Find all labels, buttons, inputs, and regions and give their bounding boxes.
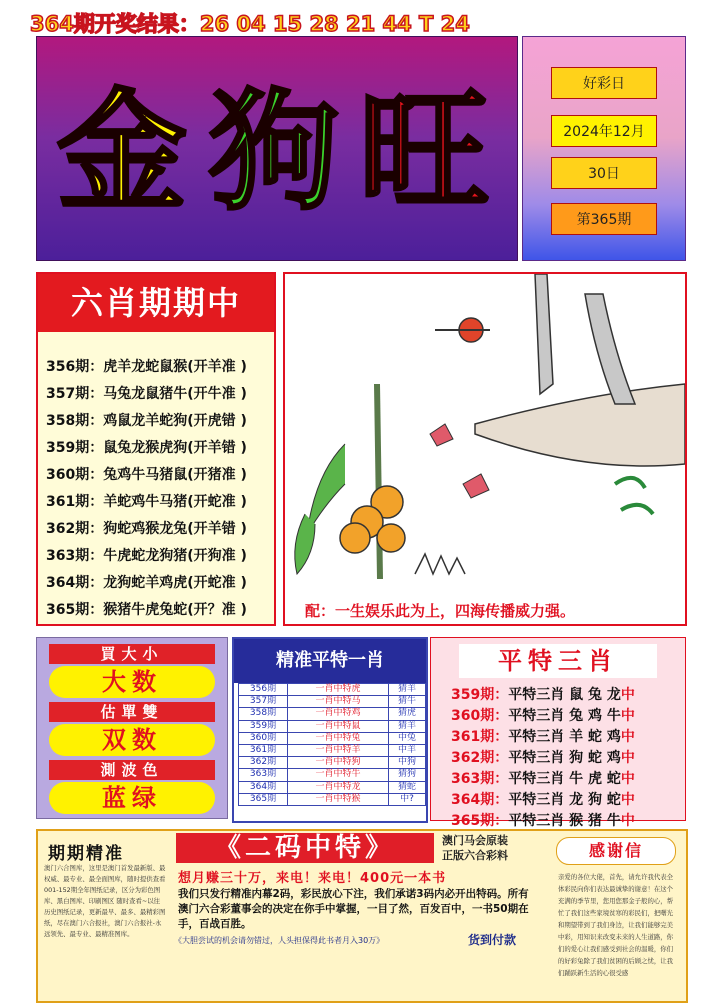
illustration-panel [283, 272, 687, 626]
big-small-odd-even-panel [36, 637, 228, 819]
flat-one-zodiac-table [238, 683, 426, 806]
flat-three-row [451, 768, 635, 788]
tag-year-month: 2024年12月 [551, 115, 657, 147]
result-cell: 中? [389, 793, 426, 805]
prediction-cell: 一肖中特牛 [288, 769, 389, 781]
title-char-gou: 狗 [209, 76, 340, 228]
cash-on-delivery-label: 货到付款 [468, 933, 517, 947]
issue-cell: 360期 [239, 732, 288, 744]
six-zodiac-row: 358期：鸡鼠龙羊蛇狗(开虎错 ) [46, 413, 247, 429]
table-row [239, 781, 426, 793]
flat-three-row [451, 726, 635, 746]
issue-cell: 361期 [239, 744, 288, 756]
six-zodiac-row: 357期：马兔龙鼠猪牛(开牛准 ) [46, 386, 247, 402]
prediction-cell: 一肖中特鼠 [288, 720, 389, 732]
hit-label: 中 [620, 813, 635, 829]
org-line-1: 澳门马会原装 [442, 834, 508, 847]
six-zodiac-heading: 六肖期期中 [38, 274, 274, 332]
two-code-ad [168, 831, 548, 999]
result-cell: 猜牛 [389, 696, 426, 708]
promo-body: 我们只发行精准内幕2码，彩民放心下注，我们承诺3码内必开出特码。所有澳门六合彩董事会的决定在你手中掌握，一目了然，百发百中，一书50期在手，百战百胜。 [178, 888, 529, 930]
flat-three-row [451, 789, 635, 809]
six-zodiac-row: 359期：鼠兔龙猴虎狗(开羊错 ) [46, 440, 247, 456]
prediction-cell: 一肖中特龙 [288, 781, 389, 793]
prediction-cell: 一肖中特羊 [288, 744, 389, 756]
prediction-text: 平特三肖 龙 狗 蛇 [508, 792, 621, 808]
prediction-text: 平特三肖 猴 猪 牛 [508, 813, 621, 829]
hit-label: 中 [620, 771, 635, 787]
issue-label: 364期： [451, 792, 509, 808]
hit-label: 中 [620, 792, 635, 808]
title-char-jin: 金 [57, 76, 188, 228]
landscape-illustration [285, 274, 685, 594]
thank-you-text: 亲爱的各位大佬，首先，请允许我代表全体彩民向你们表达最诚挚的谢意！在这个充满的季节里，您用您那金子般的心，帮忙了我们这些家境贫寒的彩民们，把曙光和期望带到了我们身边，让我们能够完美中彩，用知识来改变未来的人生道路，你们的爱心让我们感受到社会的温暖，你们的好彩兔除了我们贫困的后顾之忧，让我们踊跃新生活的心很受感 [558, 873, 674, 977]
prediction-text: 平特三肖 羊 蛇 鸡 [508, 729, 621, 745]
issue-cell: 364期 [239, 781, 288, 793]
flat-three-row [451, 747, 635, 767]
thank-you-letter [550, 831, 682, 999]
size-heading: 買大小 [49, 644, 215, 664]
prediction-cell: 一肖中特狗 [288, 757, 389, 769]
prediction-cell: 一肖中特马 [288, 696, 389, 708]
issue-label: 363期： [451, 771, 509, 787]
prediction-text: 平特三肖 狗 蛇 鸡 [508, 750, 621, 766]
issue-cell: 356期 [239, 684, 288, 696]
table-row [239, 708, 426, 720]
table-row [239, 696, 426, 708]
six-zodiac-row: 364期：龙狗蛇羊鸡虎(开蛇准 ) [46, 575, 247, 591]
flat-one-zodiac-heading: 精准平特一肖 [234, 639, 426, 683]
result-banner: 364期开奖结果：26 04 15 28 21 44 T 24 [30, 12, 470, 36]
color-value: 蓝绿 [49, 782, 215, 814]
issue-cell: 362期 [239, 757, 288, 769]
result-cell: 猜蛇 [389, 781, 426, 793]
six-zodiac-row: 360期：兔鸡牛马猪鼠(开猪准 ) [46, 467, 247, 483]
tag-day: 30日 [551, 157, 657, 189]
issue-label: 361期： [451, 729, 509, 745]
result-cell: 猜狗 [389, 769, 426, 781]
promo-line: 想月赚三十万，来电！来电！400元一本书 [178, 871, 447, 886]
issue-label: 360期： [451, 708, 509, 724]
flat-special-one-zodiac-panel [232, 637, 428, 823]
result-cell: 猜羊 [389, 684, 426, 696]
six-zodiac-row: 362期：狗蛇鸡猴龙兔(开羊错 ) [46, 521, 247, 537]
issue-cell: 358期 [239, 708, 288, 720]
table-row [239, 744, 426, 756]
six-zodiac-row: 361期：羊蛇鸡牛马猪(开蛇准 ) [46, 494, 247, 510]
bottom-ad-panel [36, 829, 688, 1003]
six-zodiac-row: 356期：虎羊龙蛇鼠猴(开羊准 ) [46, 359, 247, 375]
two-code-title: 《二码中特》 [176, 833, 434, 863]
prediction-text: 平特三肖 鼠 兔 龙 [508, 687, 621, 703]
hit-label: 中 [620, 687, 635, 703]
result-cell: 猜羊 [389, 720, 426, 732]
table-row [239, 793, 426, 805]
result-cell: 猜虎 [389, 708, 426, 720]
illustration-caption: 配：一生娱乐此为上，四海传播威力强。 [305, 602, 576, 620]
precise-text: 澳门六合图库，这里是澳门首发最新版、最权威、最专业、最全面图库，随时提供查看001-152期全年图纸记录，区分为彩色图库、黑白图库、印刷图区 随时查看~以往历史图纸记录，更新最早、最多、最精彩图纸，尽在澳门六合报社，澳门六合报社-永远领先、最专业、最精准图库。 [44, 864, 166, 938]
size-value: 大数 [49, 666, 215, 698]
six-zodiac-row: 365期：猴猪牛虎兔蛇(开？准 ) [46, 602, 247, 618]
hit-label: 中 [620, 708, 635, 724]
table-row [239, 684, 426, 696]
issue-label: 362期： [451, 750, 509, 766]
table-row [239, 757, 426, 769]
title-panel [36, 36, 518, 261]
result-cell: 中羊 [389, 744, 426, 756]
parity-heading: 估單雙 [49, 702, 215, 722]
issue-cell: 365期 [239, 793, 288, 805]
prediction-cell: 一肖中特猴 [288, 793, 389, 805]
result-cell: 中兔 [389, 732, 426, 744]
flat-three-row [451, 684, 635, 704]
hit-label: 中 [620, 729, 635, 745]
issue-label: 359期： [451, 687, 509, 703]
thank-you-heading: 感谢信 [556, 837, 676, 865]
flat-three-row [451, 810, 635, 830]
prediction-text: 平特三肖 兔 鸡 牛 [508, 708, 621, 724]
prediction-text: 平特三肖 牛 虎 蛇 [508, 771, 621, 787]
issue-label: 365期： [451, 813, 509, 829]
table-row [239, 769, 426, 781]
six-zodiac-panel [36, 272, 276, 626]
prediction-cell: 一肖中特兔 [288, 732, 389, 744]
flat-three-zodiac-heading: 平特三肖 [459, 644, 657, 678]
flat-three-row [451, 705, 635, 725]
issue-info-panel [522, 36, 686, 261]
issue-cell: 359期 [239, 720, 288, 732]
prediction-cell: 一肖中特鸡 [288, 708, 389, 720]
precise-heading: 期期精准 [48, 844, 124, 864]
flat-three-zodiac-panel [430, 637, 686, 829]
parity-value: 双数 [49, 724, 215, 756]
promo-footnote: 《大胆尝试的机会请勿错过，人头担保得此书者月入30万》 [174, 936, 385, 945]
color-heading: 測波色 [49, 760, 215, 780]
six-zodiac-row: 363期：牛虎蛇龙狗猪(开狗准 ) [46, 548, 247, 564]
precise-column [40, 831, 166, 999]
tag-lucky-day: 好彩日 [551, 67, 657, 99]
result-cell: 中狗 [389, 757, 426, 769]
issue-cell: 357期 [239, 696, 288, 708]
prediction-cell: 一肖中特虎 [288, 684, 389, 696]
hit-label: 中 [620, 750, 635, 766]
tag-issue: 第365期 [551, 203, 657, 235]
title-char-wang: 旺 [359, 76, 490, 228]
org-line-2: 正版六合彩料 [442, 849, 508, 862]
issue-cell: 363期 [239, 769, 288, 781]
table-row [239, 732, 426, 744]
table-row [239, 720, 426, 732]
org-label [442, 833, 508, 863]
